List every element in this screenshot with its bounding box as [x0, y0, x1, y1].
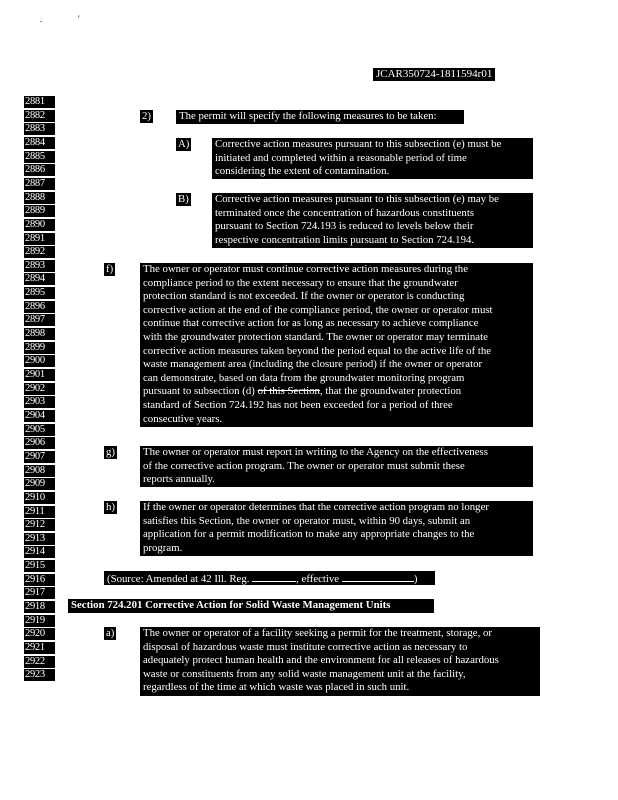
line-number: 2920 — [24, 628, 55, 640]
line-number: 2895 — [24, 287, 55, 299]
source-note — [104, 571, 435, 585]
line-number: 2891 — [24, 233, 55, 245]
top-mark-dot: . — [40, 14, 43, 24]
line-number: 2903 — [24, 396, 55, 408]
item-f-line: corrective action measures taken beyond the period equal to the active life of the — [143, 344, 492, 357]
item-f-line: protection standard is not exceeded. If the owner or operator is conducting — [143, 290, 465, 303]
item-a2-line: adequately protect human health and the environment for all releases of hazardous — [143, 654, 499, 667]
line-number: 2919 — [24, 615, 55, 627]
line-number: 2896 — [24, 301, 55, 313]
line-number: 2912 — [24, 519, 55, 531]
item-f-line: The owner or operator must continue corrective action measures during the — [143, 263, 468, 275]
item-2-text — [176, 110, 464, 124]
item-f-line-amended — [143, 385, 530, 399]
item-b-line: terminated once the concentration of hazardous constituents — [215, 206, 475, 219]
section-title: Section 724.201 Corrective Action for Solid Waste Management Units — [71, 599, 391, 611]
item-a2-line: The owner or operator of a facility seeking a permit for the treatment, storage, or — [143, 627, 492, 639]
item-h-text — [140, 501, 533, 556]
blank-effective-date — [342, 571, 414, 582]
line-number: 2887 — [24, 178, 55, 190]
line-number: 2914 — [24, 546, 55, 558]
item-a-line: considering the extent of contamination. — [215, 165, 390, 178]
item-f-line: can demonstrate, based on data from the groundwater monitoring program — [143, 371, 465, 384]
line-number: 2893 — [24, 260, 55, 272]
line-number: 2921 — [24, 642, 55, 654]
item-f-line-pre: pursuant to subsection (d) — [143, 385, 258, 398]
item-h-line: If the owner or operator determines that the corrective action program no longer — [143, 501, 489, 513]
item-a-label: A) — [178, 138, 190, 150]
line-number: 2915 — [24, 560, 55, 572]
line-number: 2917 — [24, 587, 55, 599]
item-b-label: B) — [178, 193, 189, 205]
item-a-line: Corrective action measures pursuant to this subsection (e) must be — [215, 138, 502, 150]
line-number: 2910 — [24, 492, 55, 504]
item-g-text — [140, 446, 533, 487]
line-number: 2881 — [24, 96, 55, 108]
source-note-mid: , effective — [296, 573, 342, 585]
line-number: 2909 — [24, 478, 55, 490]
line-number: 2889 — [24, 205, 55, 217]
source-note-post: ) — [413, 573, 418, 585]
item-f-text — [140, 263, 533, 427]
line-number: 2906 — [24, 437, 55, 449]
item-g-line: of the corrective action program. The owner or operator must submit these — [143, 459, 465, 472]
line-number: 2898 — [24, 328, 55, 340]
item-b-line: pursuant to Section 724.193 is reduced to levels below their — [215, 220, 474, 233]
item-2-line: The permit will specify the following measures to be taken: — [179, 110, 437, 122]
item-f-line: continue that corrective action for as long as necessary to achieve compliance — [143, 317, 479, 330]
line-number: 2885 — [24, 151, 55, 163]
item-a-line: initiated and completed within a reasonable period of time — [215, 151, 467, 164]
deleted-text: of this Section — [257, 385, 320, 398]
item-h-label: h) — [106, 501, 115, 513]
line-number: 2918 — [24, 601, 55, 613]
line-number: 2890 — [24, 219, 55, 231]
line-number: 2923 — [24, 669, 55, 681]
blank-reg-page — [252, 571, 296, 582]
item-g-line: reports annually. — [143, 473, 215, 486]
line-number: 2894 — [24, 273, 55, 285]
line-number: 2911 — [24, 506, 55, 518]
line-number: 2905 — [24, 424, 55, 436]
line-number: 2897 — [24, 314, 55, 326]
line-number: 2902 — [24, 383, 55, 395]
line-number: 2892 — [24, 246, 55, 258]
item-a2-line: waste or constituents from any solid waste management unit at the facility, — [143, 667, 466, 680]
item-a2-text — [140, 627, 540, 696]
item-a-text — [212, 138, 533, 179]
line-number: 2888 — [24, 192, 55, 204]
line-number: 2883 — [24, 123, 55, 135]
item-b-text — [212, 193, 533, 248]
item-f-line: compliance period to the extent necessary to ensure that the groundwater — [143, 276, 458, 289]
item-a2-label: a) — [106, 627, 115, 639]
item-f-line: corrective action at the end of the compliance period, the owner or operator must — [143, 303, 493, 316]
line-number: 2882 — [24, 110, 55, 122]
item-b-line: Corrective action measures pursuant to this subsection (e) may be — [215, 193, 499, 205]
item-f-line: standard of Section 724.192 has not been exceeded for a period of three — [143, 398, 453, 411]
item-g-line: The owner or operator must report in writing to the Agency on the effectiveness — [143, 446, 488, 458]
section-heading — [68, 599, 434, 613]
line-number: 2901 — [24, 369, 55, 381]
item-a2-line: disposal of hazardous waste must institute corrective action as necessary to — [143, 640, 468, 653]
item-2-label: 2) — [142, 110, 151, 122]
line-number: 2886 — [24, 164, 55, 176]
item-b-line: respective concentration limits pursuant to Section 724.194. — [215, 233, 475, 246]
item-f-line-post: , that the groundwater protection — [319, 385, 462, 398]
line-number: 2900 — [24, 355, 55, 367]
line-number: 2913 — [24, 533, 55, 545]
item-g-label: g) — [106, 446, 115, 458]
line-number: 2922 — [24, 656, 55, 668]
line-number: 2908 — [24, 465, 55, 477]
line-number: 2884 — [24, 137, 55, 149]
item-h-line: satisfies this Section, the owner or operator must, within 90 days, submit an — [143, 514, 471, 527]
item-h-line: application for a permit modification to make any appropriate changes to the — [143, 528, 475, 541]
source-note-pre: (Source: Amended at 42 Ill. Reg. — [107, 573, 253, 585]
item-f-line: with the groundwater protection standard. The owner or operator may terminate — [143, 330, 488, 343]
document-id: JCAR350724-1811594r01 — [373, 68, 495, 81]
line-number: 2899 — [24, 342, 55, 354]
line-number: 2907 — [24, 451, 55, 463]
item-f-line: consecutive years. — [143, 412, 223, 425]
item-f-line: waste management area (including the closure period) if the owner or operator — [143, 358, 483, 371]
item-a2-line: regardless of the time at which waste was placed in such unit. — [143, 681, 410, 694]
item-f-label: f) — [106, 263, 114, 275]
item-h-line: program. — [143, 541, 183, 554]
line-number: 2916 — [24, 574, 55, 586]
top-mark-tick: ' — [78, 14, 80, 24]
line-number: 2904 — [24, 410, 55, 422]
